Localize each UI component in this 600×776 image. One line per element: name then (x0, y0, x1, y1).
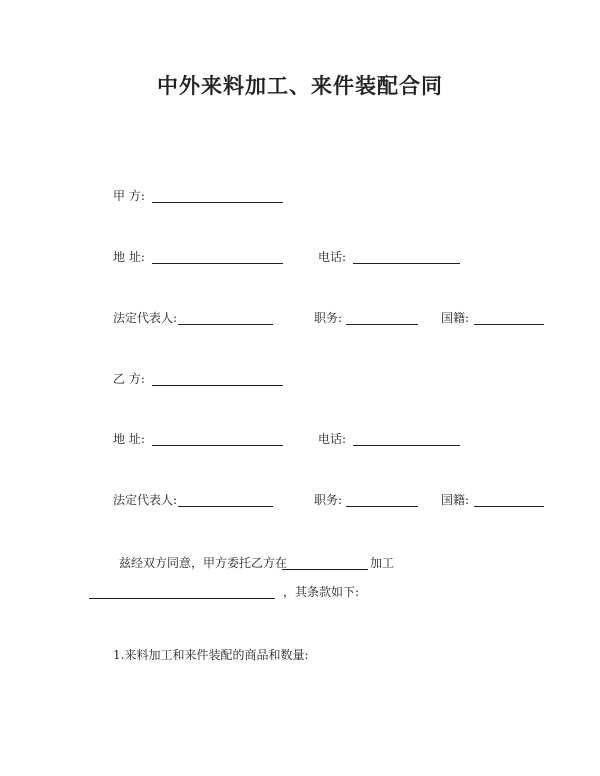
agreement-suffix: ，其条款如下: (283, 585, 360, 599)
party-b-label: 乙 方: (113, 372, 145, 386)
party-a-address-label: 地 址: (113, 250, 145, 264)
party-a-name-field[interactable] (152, 202, 283, 203)
party-a-rep-label: 法定代表人: (113, 311, 178, 325)
party-a-rep-field[interactable] (178, 324, 273, 325)
party-b-nationality-label: 国籍: (441, 493, 470, 507)
party-b-rep-field[interactable] (178, 506, 273, 507)
processing-item-field[interactable] (89, 598, 275, 599)
document-title: 中外来料加工、来件装配合同 (157, 74, 443, 98)
party-b-position-label: 职务: (314, 493, 343, 507)
party-a-position-label: 职务: (314, 311, 343, 325)
party-b-nationality-field[interactable] (474, 506, 544, 507)
party-b-name-field[interactable] (152, 385, 283, 386)
party-b-position-field[interactable] (346, 506, 418, 507)
party-b-address-label: 地 址: (113, 432, 145, 446)
party-a-position-field[interactable] (346, 324, 418, 325)
agreement-after-blank: 加工 (370, 556, 395, 570)
processing-location-field[interactable] (282, 569, 368, 570)
party-a-address-field[interactable] (152, 263, 283, 264)
agreement-prefix: 兹经双方同意，甲方委托乙方在 (119, 556, 288, 570)
party-a-nationality-label: 国籍: (441, 311, 470, 325)
party-a-label: 甲 方: (113, 189, 145, 203)
party-b-address-field[interactable] (152, 445, 283, 446)
clause-1-heading: 1.来料加工和来件装配的商品和数量: (113, 648, 309, 662)
party-a-phone-field[interactable] (353, 263, 460, 264)
party-b-phone-label: 电话: (318, 432, 347, 446)
party-a-phone-label: 电话: (318, 250, 347, 264)
party-b-rep-label: 法定代表人: (113, 493, 178, 507)
party-a-nationality-field[interactable] (474, 324, 544, 325)
party-b-phone-field[interactable] (353, 445, 460, 446)
